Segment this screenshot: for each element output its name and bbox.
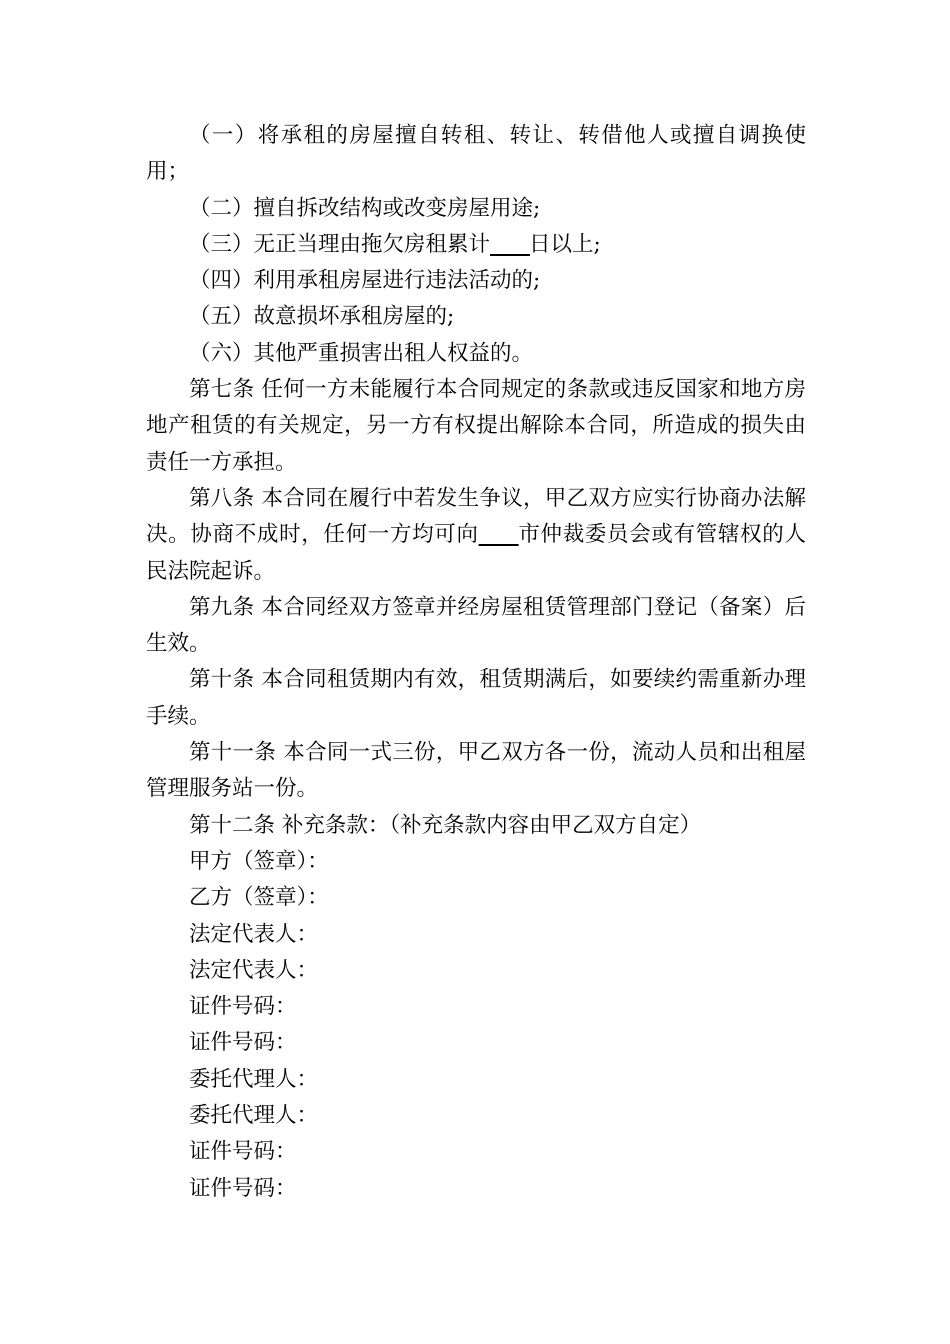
article-text: 市仲裁委员会或有管辖权的人民法院起诉。 (146, 522, 806, 584)
clause-item-6: （六）其他严重损害出租人权益的。 (189, 340, 534, 366)
article-7: 第七条 任何一方未能履行本合同规定的条款或违反国家和地方房地产租赁的有关规定，另一方有权提出解除本合同，所造成的损失由责任一方承担。 (146, 377, 806, 475)
clause-text: 日以上; (529, 231, 601, 257)
party-b-signature: 乙方（签章）： (189, 885, 329, 911)
article-10: 第十条 本合同租赁期内有效，租赁期满后，如要续约需重新办理手续。 (146, 667, 806, 729)
clause-text: （三）无正当理由拖欠房租累计 (189, 231, 491, 257)
id-number-a: 证件号码： (189, 994, 297, 1020)
clause-item-4: （四）利用承租房屋进行违法活动的; (189, 268, 541, 294)
party-a-signature: 甲方（签章）： (189, 848, 329, 874)
agent-id-number-b: 证件号码： (189, 1175, 297, 1201)
fill-blank: ____ (490, 231, 530, 257)
fill-blank: ____ (478, 522, 518, 548)
document-page (146, 118, 806, 1207)
article-11: 第十一条 本合同一式三份，甲乙双方各一份，流动人员和出租屋管理服务站一份。 (146, 740, 806, 802)
legal-representative-b: 法定代表人： (189, 957, 319, 983)
article-text: 第八条 本合同在履行中若发生争议，甲乙双方应实行协商办法解决。协商不成时，任何一方均可向 (146, 485, 806, 548)
agent-id-number-a: 证件号码： (189, 1139, 297, 1165)
clause-item-3 (146, 227, 806, 263)
article-8 (146, 481, 806, 590)
legal-representative-a: 法定代表人： (189, 921, 319, 947)
article-9: 第九条 本合同经双方签章并经房屋租赁管理部门登记（备案）后生效。 (146, 594, 806, 657)
clause-item-5: （五）故意损坏承租房屋的; (189, 304, 455, 330)
authorized-agent-a: 委托代理人： (189, 1066, 319, 1092)
clause-item-2: （二）擅自拆改结构或改变房屋用途; (189, 195, 541, 221)
article-12: 第十二条 补充条款：（补充条款内容由甲乙双方自定） (189, 812, 702, 838)
id-number-b: 证件号码： (189, 1030, 297, 1056)
clause-item-1: （一）将承租的房屋擅自转租、转让、转借他人或擅自调换使用； (146, 123, 806, 185)
authorized-agent-b: 委托代理人： (189, 1103, 319, 1129)
